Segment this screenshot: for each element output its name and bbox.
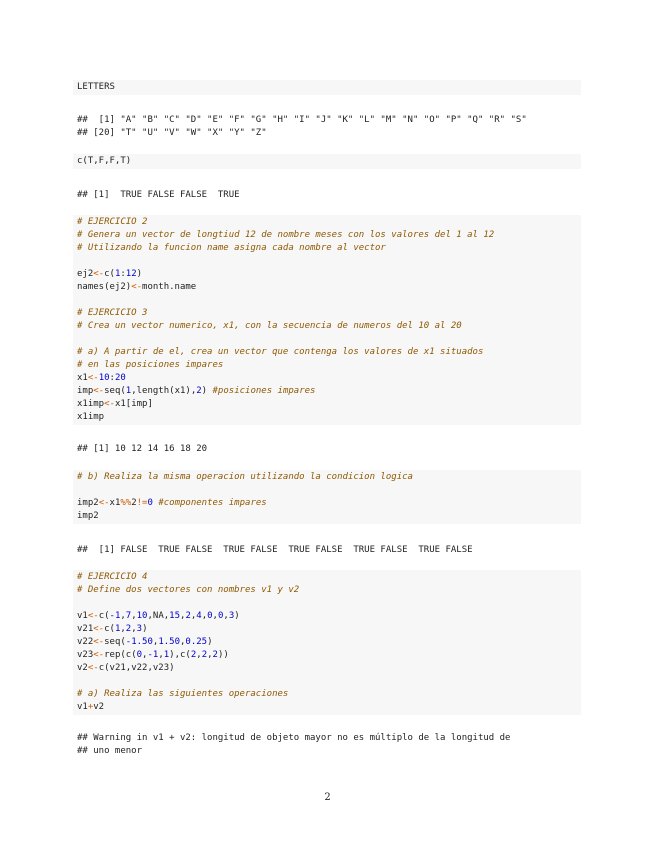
code-line (73, 281, 581, 294)
code-line (73, 411, 581, 424)
code-text: rep(c( (104, 650, 137, 660)
code-operator: <- (93, 637, 105, 647)
code-number: 0.25 (185, 637, 208, 647)
code-text: , (158, 650, 164, 660)
code-line (73, 346, 581, 359)
code-comment: # Crea un vector numerico, x1, con la secuencia de numeros del 10 al 20 (77, 321, 462, 331)
code-text: v23 (77, 650, 94, 660)
code-number: 2 (190, 650, 197, 660)
code-number: 10 (98, 373, 110, 383)
code-text: ),c( (169, 650, 191, 660)
code-line (73, 333, 581, 346)
code-line (73, 81, 581, 94)
code-line (73, 597, 581, 610)
code-text: c( (104, 269, 115, 279)
output-line (73, 745, 581, 758)
code-text: , (180, 637, 186, 647)
code-line (73, 571, 581, 584)
output-block (73, 732, 581, 758)
code-number: -1.50 (125, 637, 153, 647)
code-block (73, 80, 581, 95)
code-text: ) (142, 624, 148, 634)
code-operator: <- (98, 498, 110, 508)
code-text: , (180, 611, 186, 621)
code-number: 2 (212, 650, 218, 660)
code-number: 3 (136, 624, 143, 634)
code-text: ) (234, 611, 240, 621)
code-line (73, 216, 581, 229)
code-number: 2 (185, 611, 191, 621)
page-number: 2 (324, 792, 331, 803)
code-text: , (142, 650, 148, 660)
output-block (73, 189, 581, 202)
code-text: 2 (131, 498, 137, 508)
code-block (73, 570, 581, 715)
code-text: c(T,F,F,T) (77, 156, 132, 166)
code-text: ## [1] TRUE FALSE FALSE TRUE (77, 190, 240, 200)
code-text: v22 (77, 637, 94, 647)
code-text: v21 (77, 624, 94, 634)
code-line (73, 484, 581, 497)
code-text: , (131, 611, 137, 621)
code-line (73, 584, 581, 597)
output-line (73, 443, 581, 456)
code-text: LETTERS (77, 82, 115, 92)
code-comment: # a) Realiza las siguientes operaciones (77, 689, 289, 699)
code-operator: + (87, 702, 94, 712)
code-line (73, 688, 581, 701)
code-text: , (223, 611, 229, 621)
code-line (73, 610, 581, 623)
output-line (73, 732, 581, 745)
code-text: ## [1] FALSE TRUE FALSE TRUE FALSE TRUE FALSE TRUE FALSE TRUE FALSE (77, 545, 473, 555)
code-number: 0 (136, 650, 143, 660)
code-number: 7 (125, 611, 132, 621)
code-line (73, 398, 581, 411)
code-text: c( (98, 611, 110, 621)
code-line (73, 636, 581, 649)
code-operator: <- (131, 282, 143, 292)
code-text: : (120, 269, 126, 279)
code-line (73, 510, 581, 523)
code-text: imp (77, 386, 94, 396)
code-comment: #posiciones impares (212, 386, 316, 396)
code-text: x1 (77, 373, 88, 383)
output-line (73, 189, 581, 202)
code-comment: # EJERCICIO 2 (77, 217, 148, 227)
code-text: , (196, 650, 202, 660)
code-text: names(ej2) (77, 282, 132, 292)
code-text: , (190, 611, 197, 621)
code-text: imp2 (77, 498, 99, 508)
code-block (73, 154, 581, 169)
code-text: x1imp (77, 399, 105, 409)
code-number: 0 (217, 611, 224, 621)
code-line (73, 359, 581, 372)
code-line (73, 307, 581, 320)
code-line (73, 268, 581, 281)
code-operator: <- (93, 650, 105, 660)
code-text: month.name (142, 282, 197, 292)
code-operator: <- (87, 663, 99, 673)
code-text: c( (104, 624, 115, 634)
output-line (73, 127, 581, 140)
code-number: 15 (169, 611, 181, 621)
code-number: 2 (125, 624, 132, 634)
code-line (73, 662, 581, 675)
code-line (73, 294, 581, 307)
code-number: 1 (114, 269, 121, 279)
code-line (73, 649, 581, 662)
output-block (73, 443, 581, 456)
code-number: 1 (163, 650, 170, 660)
code-line (73, 255, 581, 268)
code-block (73, 470, 581, 524)
code-text: , (207, 650, 213, 660)
code-text: ,NA, (147, 611, 170, 621)
code-text: ) (136, 269, 143, 279)
code-text: ej2 (77, 269, 94, 279)
code-number: 10 (136, 611, 148, 621)
code-text: ## [20] "T" "U" "V" "W" "X" "Y" "Z" (77, 128, 267, 138)
code-text: v1 (77, 702, 88, 712)
code-comment: # b) Realiza la misma operacion utilizando la condicion logica (77, 472, 413, 482)
output-line (73, 544, 581, 557)
code-line (73, 242, 581, 255)
code-comment: #componentes impares (158, 498, 267, 508)
code-text: ## [1] "A" "B" "C" "D" "E" "F" "G" "H" "I" "J" "K" "L" "M" "N" "O" "P" "Q" "R" "S" (77, 115, 527, 125)
code-line (73, 701, 581, 714)
code-line (73, 155, 581, 168)
code-text: : (109, 373, 115, 383)
code-number: 12 (125, 269, 137, 279)
code-line (73, 372, 581, 385)
code-text: imp2 (77, 511, 99, 521)
code-number: 2 (201, 650, 208, 660)
code-text: ## Warning in v1 + v2: longitud de objeto mayor no es múltiplo de la longitud de (77, 733, 511, 743)
code-text: , (120, 611, 126, 621)
code-number: -1 (147, 650, 159, 660)
code-operator: %% (120, 498, 132, 508)
code-operator: <- (93, 624, 105, 634)
code-number: 1 (125, 386, 132, 396)
code-text: x1[imp] (114, 399, 153, 409)
code-comment: # en las posiciones impares (77, 360, 224, 370)
code-line (73, 497, 581, 510)
code-text: seq( (104, 637, 126, 647)
code-line (73, 229, 581, 242)
code-text: ## uno menor (77, 746, 143, 756)
code-number: 2 (196, 386, 202, 396)
code-operator: <- (93, 386, 105, 396)
code-text: c(v21,v22,v23) (98, 663, 175, 673)
code-number: 1.50 (158, 637, 180, 647)
code-line (73, 320, 581, 333)
code-operator: <- (87, 373, 99, 383)
code-comment: # Utilizando la funcion name asigna cada nombre al vector (77, 243, 386, 253)
code-comment: # EJERCICIO 4 (77, 572, 148, 582)
code-block (73, 215, 581, 425)
code-text: ) (201, 386, 213, 396)
code-text: seq( (104, 386, 126, 396)
code-number: 4 (196, 611, 202, 621)
code-text: ,length(x1), (131, 386, 197, 396)
output-line (73, 114, 581, 127)
code-text: x1imp (77, 412, 105, 422)
code-text: v2 (77, 663, 88, 673)
code-comment: # Define dos vectores con nombres v1 y v2 (77, 585, 300, 595)
code-text: , (131, 624, 137, 634)
code-text: x1 (109, 498, 121, 508)
code-line (73, 675, 581, 688)
code-number: 0 (207, 611, 213, 621)
code-text: , (120, 624, 126, 634)
code-text: , (212, 611, 218, 621)
code-line (73, 623, 581, 636)
code-text: , (201, 611, 208, 621)
code-number: 0 (147, 498, 153, 508)
code-text: , (152, 637, 159, 647)
code-operator: != (136, 498, 148, 508)
code-text: ) (207, 637, 213, 647)
output-block (73, 114, 581, 140)
code-line (73, 471, 581, 484)
code-number: 20 (114, 373, 126, 383)
code-comment: # Genera un vector de longtiud 12 de nombre meses con los valores del 1 al 12 (77, 230, 495, 240)
code-number: 3 (228, 611, 235, 621)
code-operator: <- (104, 399, 115, 409)
code-text: ## [1] 10 12 14 16 18 20 (77, 444, 208, 454)
output-block (73, 544, 581, 557)
code-number: 1 (114, 624, 121, 634)
code-operator: <- (87, 611, 99, 621)
code-comment: # a) A partir de el, crea un vector que contenga los valores de x1 situados (77, 347, 484, 357)
code-comment: # EJERCICIO 3 (77, 308, 148, 318)
code-text: v1 (77, 611, 88, 621)
code-number: -1 (109, 611, 121, 621)
code-text: )) (217, 650, 229, 660)
code-line (73, 385, 581, 398)
code-operator: <- (93, 269, 105, 279)
code-text: v2 (93, 702, 105, 712)
